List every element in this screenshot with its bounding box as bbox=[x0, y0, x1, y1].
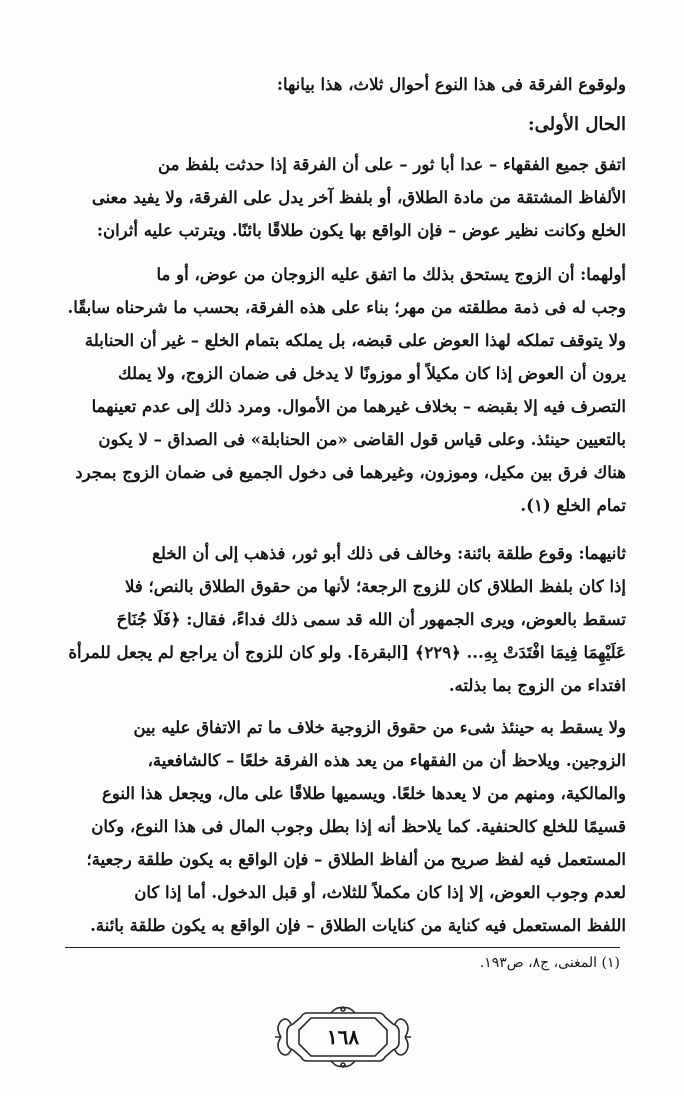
page-number: ١٦٨ bbox=[326, 1025, 360, 1049]
paragraph-line: افتداء من الزوج بما بذلته. bbox=[448, 676, 626, 695]
paragraph-line: هناك فرق بين مكيل، وموزون، وغيرهما فى دخول الجميع فى ضمان الزوج بمجرد bbox=[75, 463, 626, 482]
section-heading: الحال الأولى: bbox=[527, 114, 626, 135]
paragraph-line: بالتعيين حينئذ. وعلى قياس قول القاضى «من الحنابلة» فى الصداق – لا يكون bbox=[98, 430, 626, 449]
intro-line: ولوقوع الفرقة فى هذا النوع أحوال ثلاث، هذا بيانها: bbox=[276, 75, 626, 94]
paragraph-1 bbox=[66, 148, 626, 247]
paragraph-line: لعدم وجوب العوض، إلا إذا كان مكملاً للثلاث، أو قبل الدخول. أما إذا كان bbox=[134, 883, 626, 902]
paragraph-line: يرون أن العوض إذا كان مكيلاً أو موزونًا لا يدخل فى ضمان الزوج، ولا يملك bbox=[118, 364, 626, 383]
intro-paragraph bbox=[66, 68, 626, 101]
paragraph-line: ولا يسقط به حينئذ شىء من حقوق الزوجية خلاف ما تم الاتفاق عليه بين bbox=[133, 718, 626, 737]
paragraph-line: المستعمل فيه لفظ صريح من ألفاظ الطلاق – فإن الواقع به يكون طلقة رجعية؛ bbox=[86, 850, 626, 869]
paragraph-line: ثانيهما: وقوع طلقة بائنة: وخالف فى ذلك أبو ثور، فذهب إلى أن الخلع bbox=[152, 544, 626, 563]
section-heading-block bbox=[66, 108, 626, 141]
paragraph-line: أولهما: أن الزوج يستحق بذلك ما اتفق عليه الزوجان من عوض، أو ما bbox=[156, 265, 626, 284]
paragraph-line: تسقط بالعوض، ويرى الجمهور أن الله قد سمى ذلك فداءً، فقال: ﴿فَلَا جُنَاحَ bbox=[116, 610, 626, 629]
paragraph-line: قسيمًا للخلع كالحنفية. كما يلاحظ أنه إذا بطل وجوب المال فى هذا النوع، وكان bbox=[91, 817, 626, 836]
paragraph-line: اللفظ المستعمل فيه كناية من كنايات الطلاق – فإن الواقع به يكون طلقة بائنة. bbox=[90, 916, 626, 935]
paragraph-3 bbox=[66, 537, 626, 702]
paragraph-line: اتفق جميع الفقهاء – عدا أبا ثور – على أن الفرقة إذا حدثت بلفظ من bbox=[158, 155, 626, 174]
paragraph-line: التصرف فيه إلا بقبضه – بخلاف غيرهما من الأموال. ومرد ذلك إلى عدم تعينهما bbox=[91, 397, 626, 416]
paragraph-line: إذا كان بلفظ الطلاق كان للزوج الرجعة؛ لأنها من حقوق الطلاق بالنص؛ فلا bbox=[124, 577, 626, 596]
paragraph-line: تمام الخلع (١). bbox=[520, 496, 626, 515]
footnote: (١) المغنى، ج٨، ص١٩٣. bbox=[479, 955, 620, 971]
paragraph-line: والمالكية، ومنهم من لا يعدها خلعًا. ويسميها طلاقًا على مال، ويجعل هذا النوع bbox=[101, 784, 626, 803]
paragraph-line: الخلع وكانت نظير عوض – فإن الواقع بها يكون طلاقًا بائنًا. ويترتب عليه أثران: bbox=[96, 221, 626, 240]
paragraph-line: وجب له فى ذمة مطلقته من مهر؛ بناء على هذه الفرقة، بحسب ما شرحناه سابقًا. bbox=[67, 298, 626, 317]
paragraph-line: الزوجين. ويلاحظ أن من الفقهاء من يعد هذه الفرقة خلعًا – كالشافعية، bbox=[147, 751, 626, 770]
paragraph-2 bbox=[66, 258, 626, 522]
paragraph-line: عَلَيْهِمَا فِيمَا افْتَدَتْ بِهِ... ﴿٢٢٩﴾ [البقرة]. ولو كان للزوج أن يراجع لم يجعل للمرأة bbox=[68, 643, 626, 662]
paragraph-line: الألفاظ المشتقة من مادة الطلاق، أو بلفظ آخر يدل على الفرقة، ولا يفيد معنى bbox=[91, 188, 626, 207]
paragraph-line: ولا يتوقف تملكه لهذا العوض على قبضه، بل يملكه بتمام الخلع – غير أن الحنابلة bbox=[84, 331, 626, 350]
paragraph-4 bbox=[66, 711, 626, 942]
footnote-separator bbox=[65, 947, 620, 948]
